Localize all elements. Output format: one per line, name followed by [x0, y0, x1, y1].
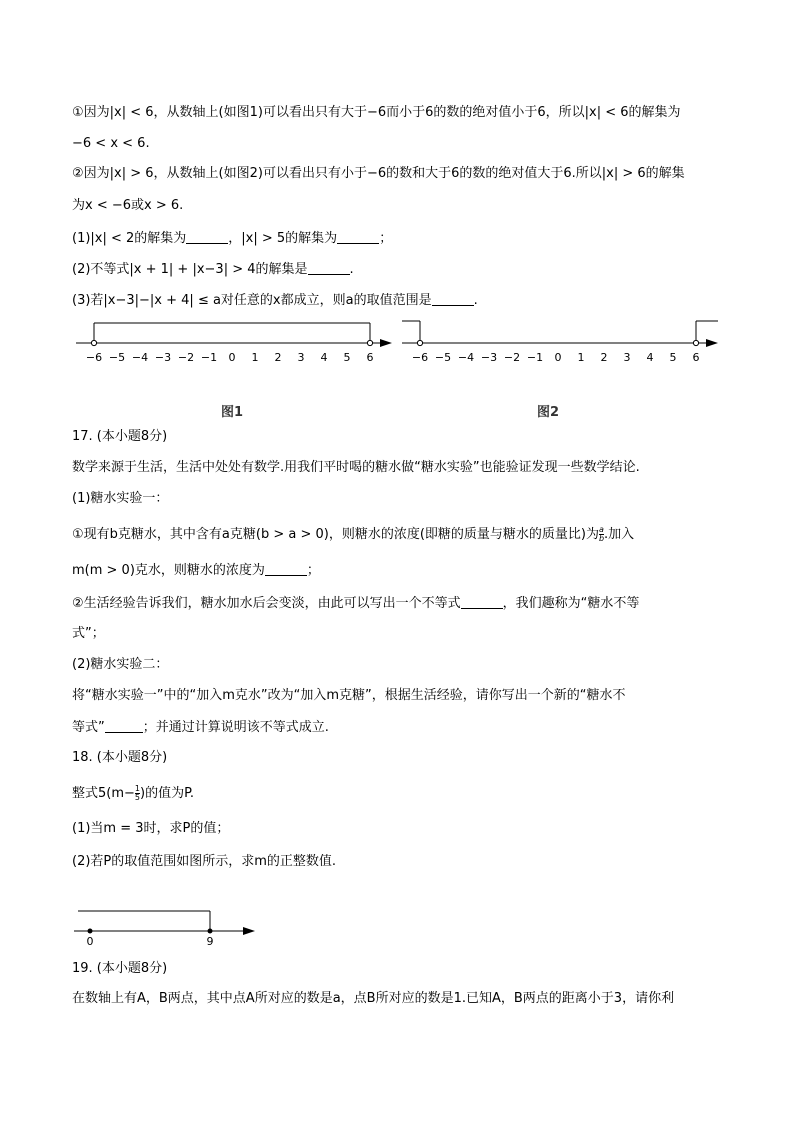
- answer-blank[interactable]: [432, 291, 474, 306]
- figure-1-caption: 图1: [221, 405, 244, 420]
- p18-s1-text-b: )的值为P.: [140, 786, 195, 801]
- p18-sentence1: [72, 785, 194, 803]
- number-line-figure-2: [395, 315, 725, 375]
- tick-label: −5: [434, 351, 452, 364]
- number-line-figure-1: [70, 315, 400, 375]
- tick-label: 2: [600, 351, 608, 364]
- p17-s6-text-a: 等式”: [72, 720, 105, 735]
- tick-label: 2: [274, 351, 282, 364]
- p16-q2-text-a: (2)不等式|x + 1| + |x−3| > 4的解集是: [72, 262, 308, 277]
- fraction-numerator: a: [599, 525, 604, 534]
- p16-q3-text-b: .: [473, 293, 478, 308]
- p17-part1-title: (1)糖水实验一：: [72, 491, 169, 506]
- p18-header: 18. (本小题8分): [72, 750, 168, 765]
- p17-header: 17. (本小题8分): [72, 429, 168, 444]
- tick-label-9: 9: [206, 935, 214, 948]
- axis-arrow-icon: [243, 927, 255, 935]
- tick-label: 4: [320, 351, 328, 364]
- answer-blank[interactable]: [461, 594, 503, 609]
- axis-arrow-icon: [706, 339, 718, 347]
- hollow-dot: [367, 340, 372, 345]
- p17-intro: 数学来源于生活，生活中处处有数学.用我们平时喝的糖水做“糖水实验”也能验证发现一些数学结论.: [72, 460, 640, 475]
- p17-part2-title: (2)糖水实验二：: [72, 657, 169, 672]
- p17-sentence3: [72, 594, 639, 613]
- p16-q2-text-b: .: [349, 262, 354, 277]
- fraction-denominator: 5: [134, 793, 140, 802]
- answer-blank[interactable]: [105, 718, 143, 733]
- p16-q1-text-a: (1)|x| < 2的解集为: [72, 231, 187, 246]
- p17-s3-text-a: ②生活经验告诉我们，糖水加水后会变淡，由此可以写出一个不等式: [72, 596, 461, 611]
- tick-label: −5: [108, 351, 126, 364]
- p17-sentence6: [72, 718, 329, 737]
- tick-label: 1: [577, 351, 585, 364]
- p16-question1: [72, 229, 392, 248]
- tick-label: 5: [669, 351, 677, 364]
- tick-label: 1: [251, 351, 259, 364]
- answer-blank[interactable]: [186, 229, 228, 244]
- tick-label: 3: [623, 351, 631, 364]
- p16-line3: ②因为|x| > 6，从数轴上(如图2)可以看出只有小于−6的数和大于6的数的绝对值大于6.所以|x| > 6的解集: [72, 166, 685, 181]
- tick-label: 5: [343, 351, 351, 364]
- p16-line1: ①因为|x| < 6，从数轴上(如图1)可以看出只有大于−6而小于6的数的绝对值小于6，所以|x| < 6的解集为: [72, 105, 681, 120]
- answer-blank[interactable]: [265, 561, 307, 576]
- p18-s1-text-a: 整式5(m−: [72, 786, 135, 801]
- p18-question2: (2)若P的取值范围如图所示，求m的正整数值.: [72, 854, 337, 869]
- fraction-denominator: b: [598, 534, 605, 543]
- p17-sentence5: 将“糖水实验一”中的“加入m克水”改为“加入m克糖”，根据生活经验，请你写出一个新的“糖水不: [72, 688, 626, 703]
- tick-label: −6: [411, 351, 429, 364]
- tick-label: −1: [200, 351, 218, 364]
- p17-s2-text-b: ；: [306, 563, 320, 578]
- tick-label: 3: [297, 351, 305, 364]
- p17-s6-text-b: ；并通过计算说明该不等式成立.: [142, 720, 329, 735]
- solid-dot: [208, 929, 213, 934]
- tick-label: 6: [692, 351, 700, 364]
- tick-label: −4: [457, 351, 475, 364]
- tick-label: −3: [154, 351, 172, 364]
- p16-line4: 为x < −6或x > 6.: [72, 198, 184, 213]
- p19-sentence1: 在数轴上有A，B两点，其中点A所对应的数是a，点B所对应的数是1.已知A，B两点的距离小于3，请你利: [72, 991, 675, 1006]
- p16-q1-text-c: ；: [379, 231, 393, 246]
- tick-label: 0: [228, 351, 236, 364]
- answer-blank[interactable]: [337, 229, 379, 244]
- p16-question3: [72, 291, 478, 310]
- tick-label: −2: [503, 351, 521, 364]
- p18-question1: (1)当m = 3时，求P的值；: [72, 821, 230, 836]
- axis-arrow-icon: [380, 339, 392, 347]
- tick-label: −6: [85, 351, 103, 364]
- tick-label: −4: [131, 351, 149, 364]
- p16-question2: [72, 260, 354, 279]
- p17-sentence1: [72, 526, 634, 544]
- tick-label: 6: [366, 351, 374, 364]
- hollow-dot: [693, 340, 698, 345]
- figure-2-caption: 图2: [537, 405, 560, 420]
- tick-label: 4: [646, 351, 654, 364]
- p19-header: 19. (本小题8分): [72, 961, 168, 976]
- p16-q1-text-b: ，|x| > 5的解集为: [228, 231, 338, 246]
- hollow-dot: [91, 340, 96, 345]
- tick-label: −2: [177, 351, 195, 364]
- answer-blank[interactable]: [308, 260, 350, 275]
- number-line-figure-p18: [70, 905, 270, 950]
- tick-label: −1: [526, 351, 544, 364]
- tick-label: 0: [554, 351, 562, 364]
- tick-label-0: 0: [86, 935, 94, 948]
- p17-sentence2: [72, 561, 320, 580]
- solid-dot: [88, 929, 93, 934]
- tick-label: −3: [480, 351, 498, 364]
- p16-line2: −6 < x < 6.: [72, 136, 150, 151]
- hollow-dot: [417, 340, 422, 345]
- p17-sentence4: 式”；: [72, 626, 105, 641]
- fraction-numerator: 1: [134, 784, 140, 793]
- p17-s1-text-a: ①现有b克糖水，其中含有a克糖(b > a > 0)，则糖水的浓度(即糖的质量与糖水的质量比)为: [72, 527, 599, 542]
- p17-s1-text-b: .加入: [604, 527, 635, 542]
- p16-q3-text-a: (3)若|x−3|−|x + 4| ≤ a对任意的x都成立，则a的取值范围是: [72, 293, 432, 308]
- p17-s3-text-b: ，我们趣称为“糖水不等: [502, 596, 640, 611]
- p17-s2-text-a: m(m > 0)克水，则糖水的浓度为: [72, 563, 265, 578]
